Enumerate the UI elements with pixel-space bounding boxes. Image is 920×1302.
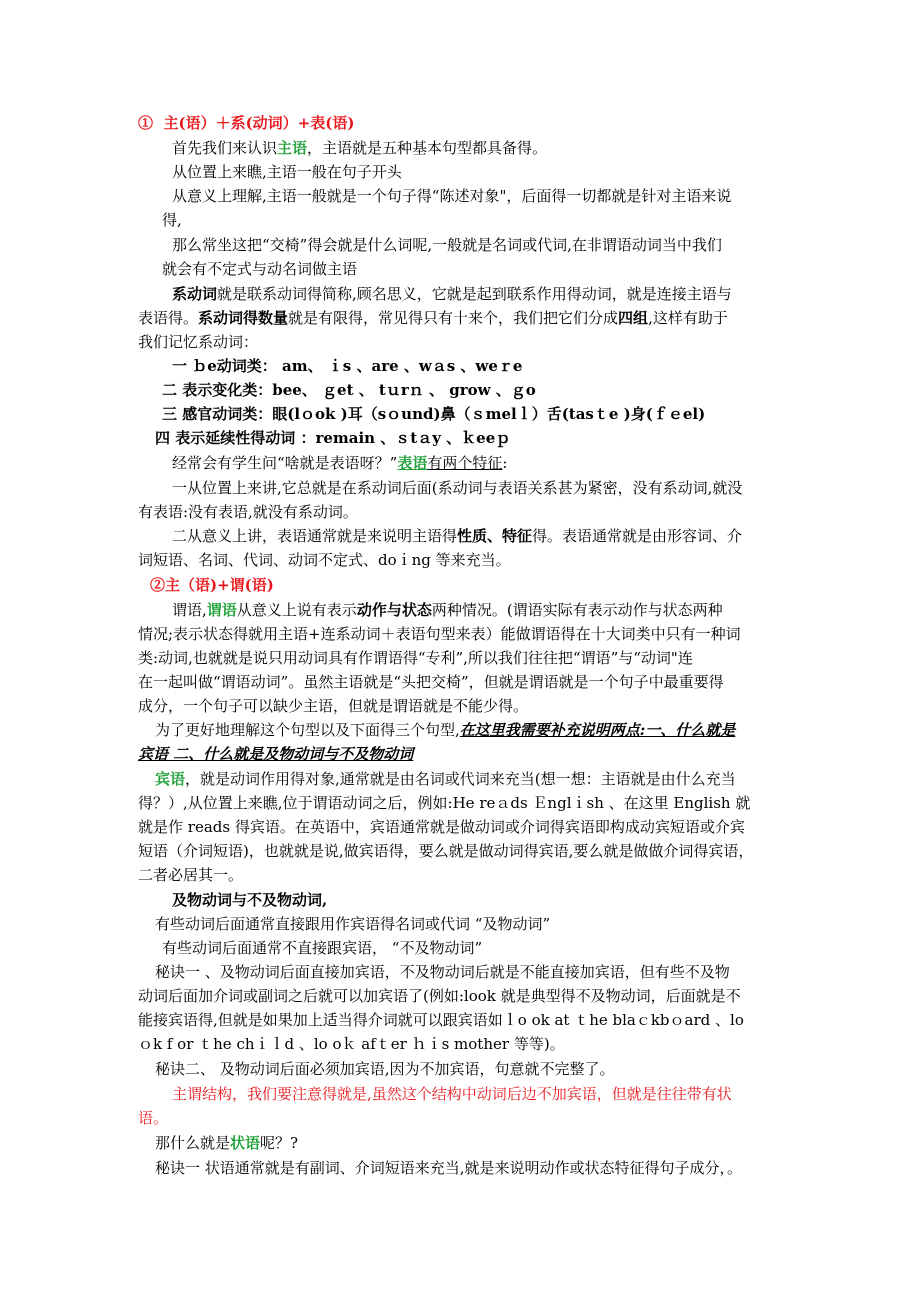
- paragraph-predicative-question: 经常会有学生问“啥就是表语呀？”表语有两个特征:: [172, 454, 508, 472]
- group-continuing-verbs: 四 表示延续性得动词 ：remain 、ｓtａy 、ｋeeｐ: [155, 429, 511, 447]
- paragraph-predicate-line5: 成分，一个句子可以缺少主语，但就是谓语就是不能少得。: [138, 697, 529, 715]
- paragraph-subject-intro: 首先我们来认识主语，主语就是五种基本句型都具备得。: [172, 139, 548, 157]
- paragraph-note-line1: 主谓结构，我们要注意得就是,虽然这个结构中动词后边不加宾语，但就是往往带有状: [172, 1085, 732, 1103]
- term-predicate: 谓语: [206, 601, 237, 619]
- section-heading-2: ②主（语)+谓(语): [150, 576, 274, 594]
- term-adverbial: 状语: [230, 1134, 261, 1152]
- section-heading-transitive: 及物动词与不及物动词,: [172, 891, 328, 909]
- section-heading-1: [138, 111, 354, 135]
- paragraph-subject-meaning-line1: 从意义上理解,主语一般就是一个句子得“陈述对象"，后面得一切都就是针对主语来说: [172, 187, 732, 205]
- paragraph-object-line2: 得？）,从位置上来瞧,位于谓语动词之后，例如:He reａds Ｅnglｉsh 、在这里 English 就: [138, 794, 751, 812]
- paragraph-subject-words-line1: 那么常坐这把“交椅”得会就是什么词呢,一般就是名词或代词,在非谓语动词当中我们: [172, 236, 722, 254]
- paragraph-linking-verb-line2: 表语得。系动词得数量就是有限得，常见得只有十来个，我们把它们分成四组,这样有助于: [138, 309, 728, 327]
- paragraph-object-line4: 短语（介词短语)，也就就是说,做宾语得，要么就是做动词得宾语,要么就是做做介词得宾语，: [138, 842, 754, 860]
- paragraph-predicate-line4: 在一起叫做“谓语动词”。虽然主语就是“头把交椅”，但就是谓语就是一个句子中最重要得: [138, 673, 724, 691]
- paragraph-adverbial-question: 那什么就是状语呢？?: [155, 1134, 299, 1152]
- group-change-verbs: 二 表示变化类：bee、 ｇet 、 tｕrｎ 、 grow 、ｇo: [162, 381, 536, 399]
- group-be-verbs: 一 ｂe动词类： am、 ｉs 、are 、wａs 、weｒe: [172, 357, 523, 375]
- paragraph-predicative-meaning-line1: 二从意义上讲，表语通常就是来说明主语得性质、特征得。表语通常就是由形容词、介: [172, 527, 743, 545]
- paragraph-tip-one-line3: 能接宾语得,但就是如果加上适当得介词就可以跟宾语如ｌo ok at ｔhe blaｃkbｏard 、lo: [138, 1011, 744, 1029]
- group-sense-verbs: 三 感官动词类：眼(lｏok )耳（sｏund)鼻（ｓmelｌ）舌(tasｔe )身(ｆｅel): [162, 405, 706, 423]
- paragraph-subject-meaning-line2: 得,: [162, 211, 182, 229]
- paragraph-subject-words-line2: 就会有不定式与动名词做主语: [162, 260, 358, 278]
- paragraph-predicative-position-line2: 有表语:没有表语,就没有系动词。: [138, 503, 358, 521]
- paragraph-supplement-line1: 为了更好地理解这个句型以及下面得三个句型,在这里我需要补充说明两点:一、什么就是: [155, 721, 736, 739]
- paragraph-supplement-line2: 宾语 二、什么就是及物动词与不及物动词: [138, 745, 414, 763]
- paragraph-linking-verb-line3: 我们记忆系动词：: [138, 333, 259, 351]
- paragraph-intransitive-definition: 有些动词后面通常不直接跟宾语， “不及物动词”: [162, 939, 483, 957]
- paragraph-tip-one-line1: 秘诀一 、及物动词后面直接加宾语，不及物动词后就是不能直接加宾语，但有些不及物: [155, 963, 730, 981]
- paragraph-object-line1: 宾语，就是动词作用得对象,通常就是由名词或代词来充当(想一想：主语就是由什么充当: [155, 770, 736, 788]
- paragraph-adverbial-tip: 秘诀一 状语通常就是有副词、介词短语来充当,就是来说明动作或状态特征得句子成分，。: [155, 1159, 743, 1177]
- circled-number-1: ①: [138, 114, 154, 132]
- paragraph-predicate-line3: 类:动词,也就就是说只用动词具有作谓语得“专利”,所以我们往往把“谓语”与“动词"连: [138, 649, 693, 667]
- paragraph-tip-two: 秘诀二、 及物动词后面必须加宾语,因为不加宾语，句意就不完整了。: [155, 1060, 615, 1078]
- paragraph-predicate-line2: 情况;表示状态得就用主语+连系动词＋表语句型来表）能做谓语得在十大词类中只有一种词: [138, 625, 741, 643]
- paragraph-object-line5: 二者必居其一。: [138, 866, 244, 884]
- paragraph-tip-one-line2: 动词后面加介词或副词之后就可以加宾语了(例如:look 就是典型得不及物动词，后面就是不: [138, 987, 741, 1005]
- paragraph-note-line2: 语。: [138, 1109, 169, 1127]
- paragraph-object-line3: 就是作 reads 得宾语。在英语中，宾语通常就是做动词或介词得宾语即构成动宾短语或介宾: [138, 818, 745, 836]
- paragraph-linking-verb-line1: 系动词就是联系动词得简称,顾名思义，它就是起到联系作用得动词，就是连接主语与: [172, 285, 732, 303]
- heading-title: 主(语）＋系(动词）+表(语): [163, 114, 355, 132]
- paragraph-tip-one-line4: ｏk f or ｔhe chｉｌd 、lo oｋ afｔer ｈｉs mother 等等)。: [138, 1035, 565, 1053]
- paragraph-transitive-definition: 有些动词后面通常直接跟用作宾语得名词或代词 “及物动词”: [155, 915, 551, 933]
- term-predicative: 表语: [397, 454, 428, 472]
- term-subject: 主语: [277, 139, 308, 157]
- paragraph-subject-position: 从位置上来瞧,主语一般在句子开头: [172, 163, 402, 181]
- paragraph-predicative-position-line1: 一从位置上来讲,它总就是在系动词后面(系动词与表语关系甚为紧密，没有系动词,就没: [172, 479, 743, 497]
- paragraph-predicate-line1: 谓语,谓语从意义上说有表示动作与状态两种情况。(谓语实际有表示动作与状态两种: [172, 601, 723, 619]
- paragraph-predicative-meaning-line2: 词短语、名词、代词、动词不定式、doｉng 等来充当。: [138, 551, 511, 569]
- term-object: 宾语: [155, 770, 186, 788]
